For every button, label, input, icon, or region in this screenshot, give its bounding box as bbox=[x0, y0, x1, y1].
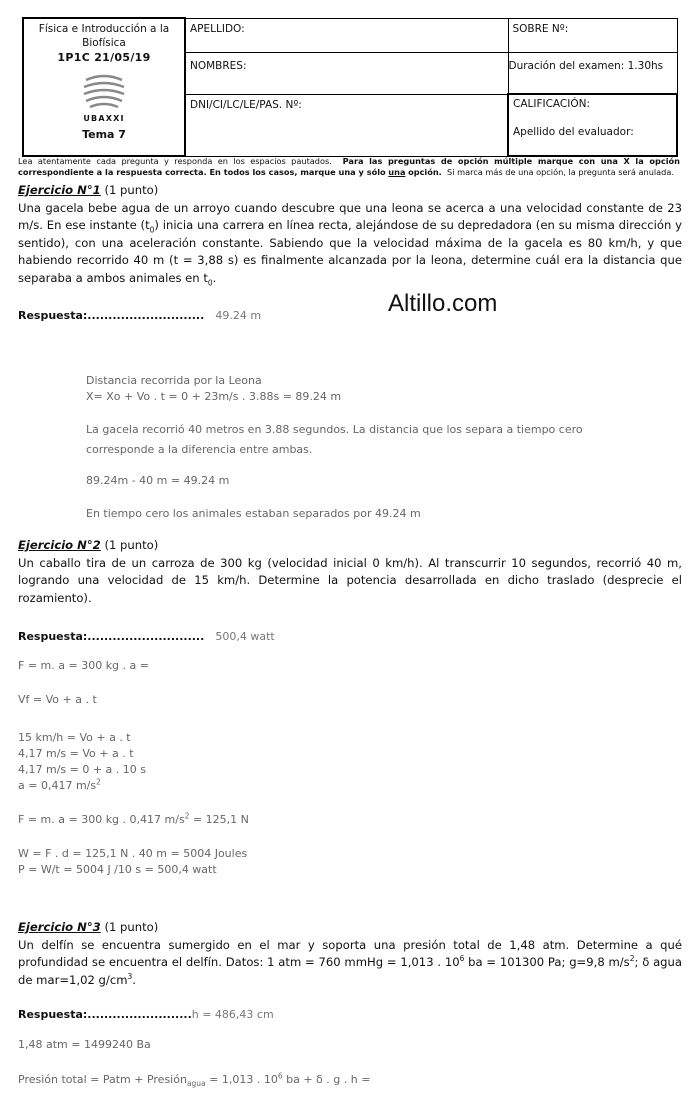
exercise-3-heading: Ejercicio N°3 (1 punto) bbox=[18, 920, 159, 934]
sobre-field[interactable]: SOBRE Nº: bbox=[508, 18, 677, 52]
exercise-3-answer-value: h = 486,43 cm bbox=[191, 1008, 274, 1021]
exercise-2-work: F = m. a = 300 kg . a = Vf = Vo + a . t 15 km/h = Vo + a . t 4,17 m/s = Vo + a . t 4,17 m/s = 0 + a . 10 s a = 0,417 $m/s^2$ F = m. a = 300 kg . 0,417 $m/s^2 = 125,1$ N W = F . d = 125,1 N . 40 m = 5004 Joules P = W/t = 5004 J /10 s = 500,4 watt bbox=[18, 659, 249, 876]
exercise-3 bbox=[18, 919, 682, 989]
exercise-2-heading: Ejercicio N°2 (1 punto) bbox=[18, 538, 159, 552]
duracion-cell: Duración del examen: 1.30hs bbox=[508, 52, 677, 94]
dni-field[interactable]: DNI/CI/LC/LE/PAS. Nº: bbox=[185, 94, 508, 156]
tema-label: Tema 7 bbox=[82, 128, 126, 141]
exercise-3-statement: Un delfín se encuentra sumergido en el mar y soporta una presión total de 1,48 atm. Determine a qué profundidad se encuentra el delfín. Datos: 1 atm = 760 mmHg = 1,013 . $10^6$ ba = 101300 Pa; g=9,8 $m/s^2$; δ agua de mar=1,02 $g/cm^3$. bbox=[18, 937, 682, 987]
exercise-1-answer: Respuesta:............................ 49.24 m bbox=[18, 309, 262, 322]
exercise-1-statement: Una gacela bebe agua de un arroyo cuando descubre que una leona se acerca a una velocidad constante de 23 m/s. En ese instante $(t_0)$ inicia una carrera en línea recta, alejándose de su depredadora (en su misma dirección y sentido), con una aceleración constante. Sabiendo que la velocidad máxima de la gacela es 80 km/h, y que habiendo recorrido 40 m (t = 3,88 s) es finalmente alcanzada por la leona, determine cuál era la distancia que separaba a ambos animales en $t_0$. bbox=[18, 200, 682, 288]
nombres-field[interactable]: NOMBRES: bbox=[185, 52, 508, 94]
watermark: Altillo.com bbox=[388, 290, 498, 317]
exercise-2-answer-value: 500,4 watt bbox=[215, 630, 275, 643]
instructions: Lea atentamente cada pregunta y responda en los espacios pautados. Para las preguntas de opción múltiple marque con una X la opción correspondiente a la respuesta correcta. En todos los casos, marque una y sólo una opción. Si marca más de una opción, la pregunta será anulada. bbox=[18, 156, 680, 177]
calificacion-box[interactable]: CALIFICACIÓN: Apellido del evaluador: bbox=[508, 94, 677, 156]
exercise-2-statement: Un caballo tira de un carroza de 300 kg (velocidad inicial 0 km/h). Al transcurrir 10 segundos, recorrió 40 m, logrando una velocidad de 15 km/h. Determine la potencia desarrollada en dicho traslado (desprecie el rozamiento). bbox=[18, 555, 682, 605]
ubaxxi-logo-icon bbox=[80, 70, 128, 110]
exercise-2-answer: Respuesta:............................ 500,4 watt bbox=[18, 630, 275, 643]
apellido-field[interactable]: APELLIDO: bbox=[185, 18, 508, 52]
exam-header bbox=[22, 17, 678, 157]
exercise-3-work: 1,48 atm = 1499240 Ba Presión total = Patm + Presión$_{agua}$ = 1,013 . $10^6$ ba + δ . g . h = bbox=[18, 1038, 371, 1089]
evaluador-label: Apellido del evaluador: bbox=[513, 126, 634, 138]
brand-text: UBAXXI bbox=[83, 114, 125, 123]
exercise-1-heading: Ejercicio N°1 (1 punto) bbox=[18, 183, 159, 197]
course-code: 1P1C 21/05/19 bbox=[57, 51, 151, 64]
exercise-2 bbox=[18, 537, 682, 607]
course-cell bbox=[23, 18, 185, 156]
course-title: Física e Introducción a la Biofísica bbox=[38, 23, 170, 49]
exercise-1-work: Distancia recorrida por la Leona X= Xo + Vo . t = 0 + 23m/s . 3.88s = 89.24 m La gacela recorrió 40 metros en 3.88 segundos. La distancia que los separa a tiempo cero corresponde a la diferencia entre ambas. 89.24m - 40 m = 49.24 m En tiempo cero los animales estaban separados por 49.24 m bbox=[86, 374, 583, 520]
exercise-1-answer-value: 49.24 m bbox=[215, 309, 262, 322]
exercise-3-answer: Respuesta:.........................h = 486,43 cm bbox=[18, 1008, 274, 1021]
exercise-1 bbox=[18, 182, 682, 288]
